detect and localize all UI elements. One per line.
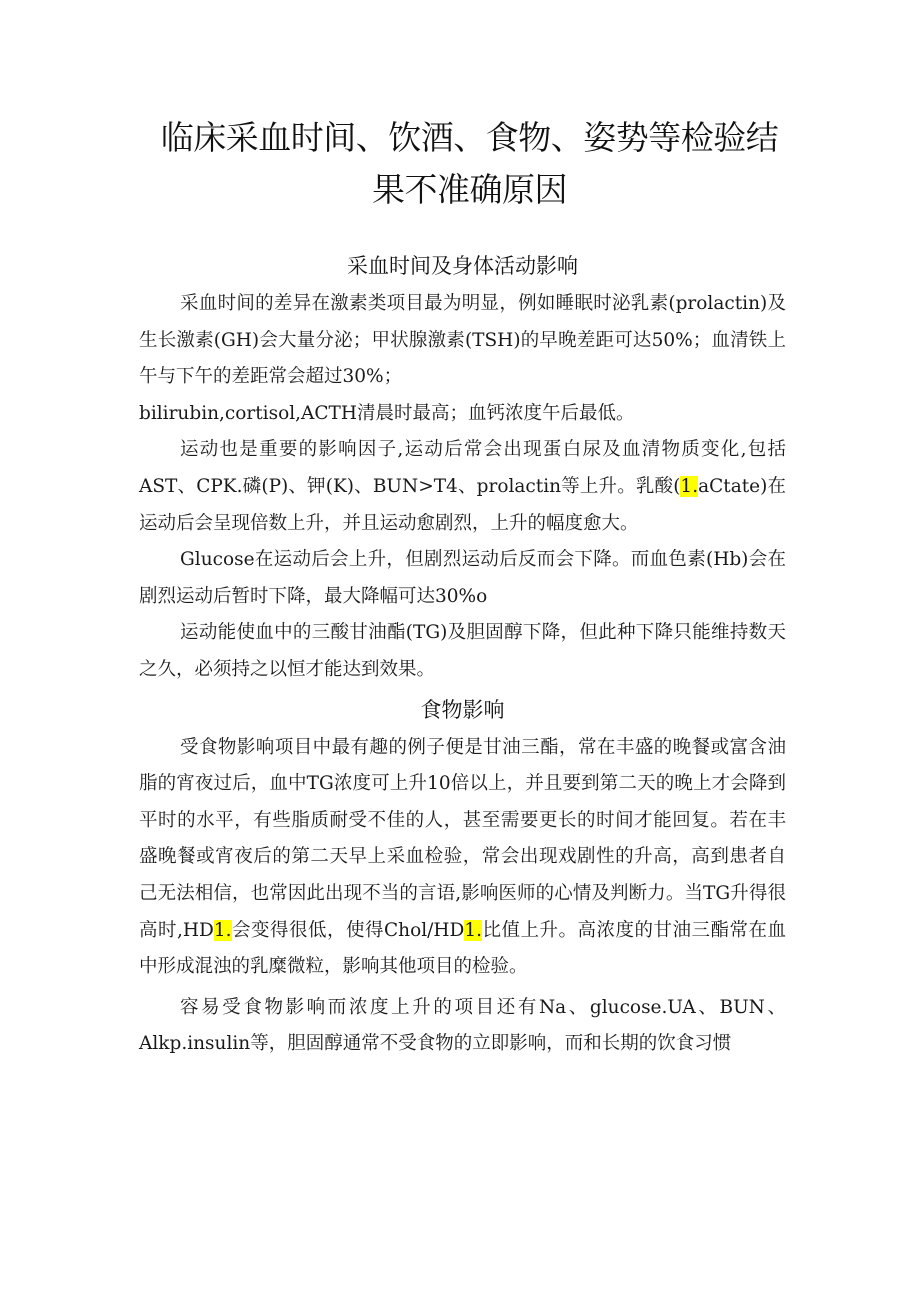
title-line-2: 果不准确原因: [372, 170, 567, 209]
paragraph-exercise-text-a: 运动也是重要的影响因子,运动后常会出现蛋白尿及血清物质变化,包括AST、CPK.磷(P)、钾(K)、BUN>T4、prolactin等上升。乳酸(: [139, 439, 786, 497]
section-heading-blood-timing: 采血时间及身体活动影响: [347, 254, 578, 278]
paragraph-triglyceride-exercise: 运动能使血中的三酸甘油酯(TG)及胆固醇下降，但此种下降只能维持数天之久，必须持之以恒才能达到效果。: [139, 622, 786, 680]
paragraph-exercise: [139, 432, 786, 542]
paragraph-food-text-c: 比值上升。高浓度的甘油三酯常在血中形成混浊的乳糜微粒，影响其他项目的检验。: [139, 919, 786, 978]
highlight-mark: 1.: [464, 919, 482, 941]
paragraph-food-text-b: 会变得很低，使得Chol/HD: [231, 919, 465, 941]
title-line-1: 临床采血时间、饮酒、食物、姿势等检验结: [160, 118, 779, 157]
paragraph-food-items: 容易受食物影响而浓度上升的项目还有Na、glucose.UA、BUN、Alkp.insulin等，胆固醇通常不受食物的立即影响，而和长期的饮食习惯: [139, 996, 786, 1055]
paragraph-exercise-text-b: aCtate)在运动后会呈现倍数上升，并且运动愈剧烈，上升的幅度愈大。: [139, 475, 786, 534]
highlight-mark: 1.: [213, 919, 232, 941]
paragraph-bilirubin: bilirubin,cortisol,ACTH清晨时最高；血钙浓度午后最低。: [139, 402, 635, 424]
paragraph-food-text-a: 受食物影响项目中最有趣的例子便是甘油三酯，常在丰盛的晚餐或富含油脂的宵夜过后，血中TG浓度可上升10倍以上，并且要到第二天的晚上才会降到平时的水平，有些脂质耐受不佳的人，甚至需要更长的时间才能回复。若在丰盛晚餐或宵夜后的第二天早上采血检验，常会出现戏剧性的升高，高到患者自己无法相信，也常因此出现不当的言语,影响医师的心情及判断力。当TG升得很高时,HD: [139, 736, 786, 941]
highlight-mark: 1.: [680, 475, 699, 497]
document-title: [139, 112, 800, 216]
paragraph-food-triglyceride: [139, 730, 786, 986]
section-heading-food: 食物影响: [420, 697, 505, 722]
paragraph-hormone-timing: 采血时间的差异在激素类项目最为明显，例如睡眠时泌乳素(prolactin)及生长激素(GH)会大量分泌；甲状腺激素(TSH)的早晚差距可达50%；血清铁上午与下午的差距常会超过30%；: [139, 293, 786, 388]
paragraph-glucose: Glucose在运动后会上升，但剧烈运动后反而会下降。而血色素(Hb)会在剧烈运动后暂时下降，最大降幅可达30%o: [139, 549, 786, 607]
